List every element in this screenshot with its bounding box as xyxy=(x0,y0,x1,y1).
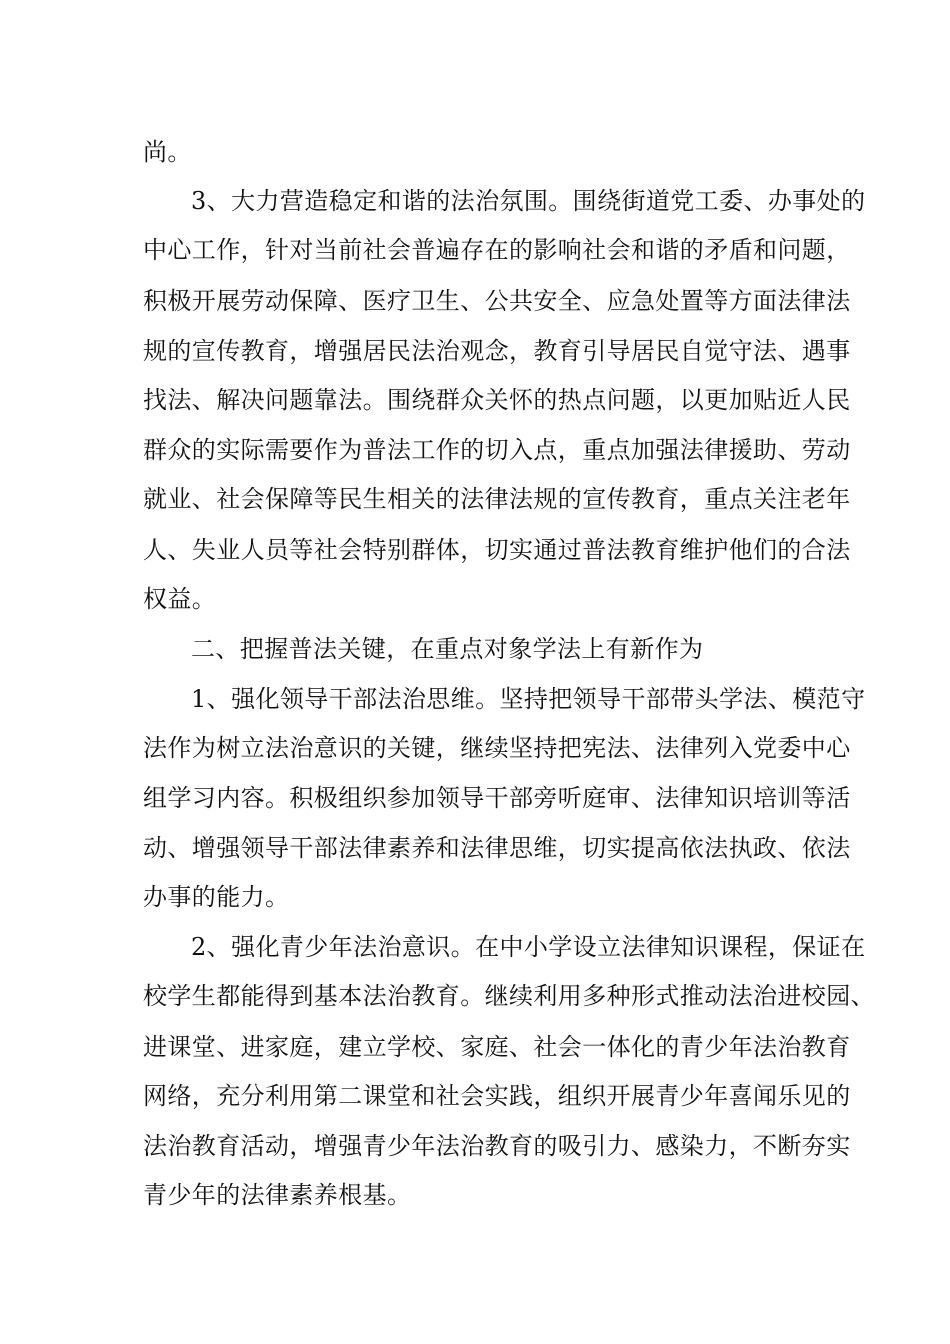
text-line-8: 就业、社会保障等民生相关的法律法规的宣传教育，重点关注老年 xyxy=(143,485,851,513)
text-line-13: 法作为树立法治意识的关键，继续坚持把宪法、法律列入党委中心 xyxy=(143,734,851,762)
text-line-14: 组学习内容。积极组织参加领导干部旁听庭审、法律知识培训等活 xyxy=(143,784,851,812)
text-line-12: 1、强化领导干部法治思维。坚持把领导干部带头学法、模范守 xyxy=(191,685,866,713)
text-line-15: 动、增强领导干部法律素养和法律思维，切实提高依法执政、依法 xyxy=(143,834,851,862)
text-line-2: 3、大力营造稳定和谐的法治氛围。围绕街道党工委、办事处的 xyxy=(191,187,866,215)
text-line-1: 尚。 xyxy=(143,138,192,166)
text-line-4: 积极开展劳动保障、医疗卫生、公共安全、应急处置等方面法律法 xyxy=(143,287,851,315)
text-line-22: 青少年的法律素养根基。 xyxy=(143,1181,412,1209)
text-line-5: 规的宣传教育，增强居民法治观念，教育引导居民自觉守法、遇事 xyxy=(143,337,851,365)
text-line-7: 群众的实际需要作为普法工作的切入点，重点加强法律援助、劳动 xyxy=(143,436,851,464)
section-heading: 二、把握普法关键，在重点对象学法上有新作为 xyxy=(191,635,704,663)
text-line-17: 2、强化青少年法治意识。在中小学设立法律知识课程，保证在 xyxy=(191,933,866,961)
text-line-9: 人、失业人员等社会特别群体，切实通过普法教育维护他们的合法 xyxy=(143,536,851,564)
text-line-6: 找法、解决问题靠法。围绕群众关怀的热点问题，以更加贴近人民 xyxy=(143,386,851,414)
text-line-16: 办事的能力。 xyxy=(143,883,290,911)
text-line-19: 进课堂、进家庭，建立学校、家庭、社会一体化的青少年法治教育 xyxy=(143,1033,851,1061)
text-line-18: 校学生都能得到基本法治教育。继续利用多种形式推动法治进校园、 xyxy=(143,982,875,1010)
text-line-10: 权益。 xyxy=(143,585,217,613)
text-line-3: 中心工作，针对当前社会普遍存在的影响社会和谐的矛盾和问题， xyxy=(143,236,851,264)
text-line-21: 法治教育活动，增强青少年法治教育的吸引力、感染力，不断夯实 xyxy=(143,1132,851,1160)
text-line-20: 网络，充分利用第二课堂和社会实践，组织开展青少年喜闻乐见的 xyxy=(143,1082,851,1110)
